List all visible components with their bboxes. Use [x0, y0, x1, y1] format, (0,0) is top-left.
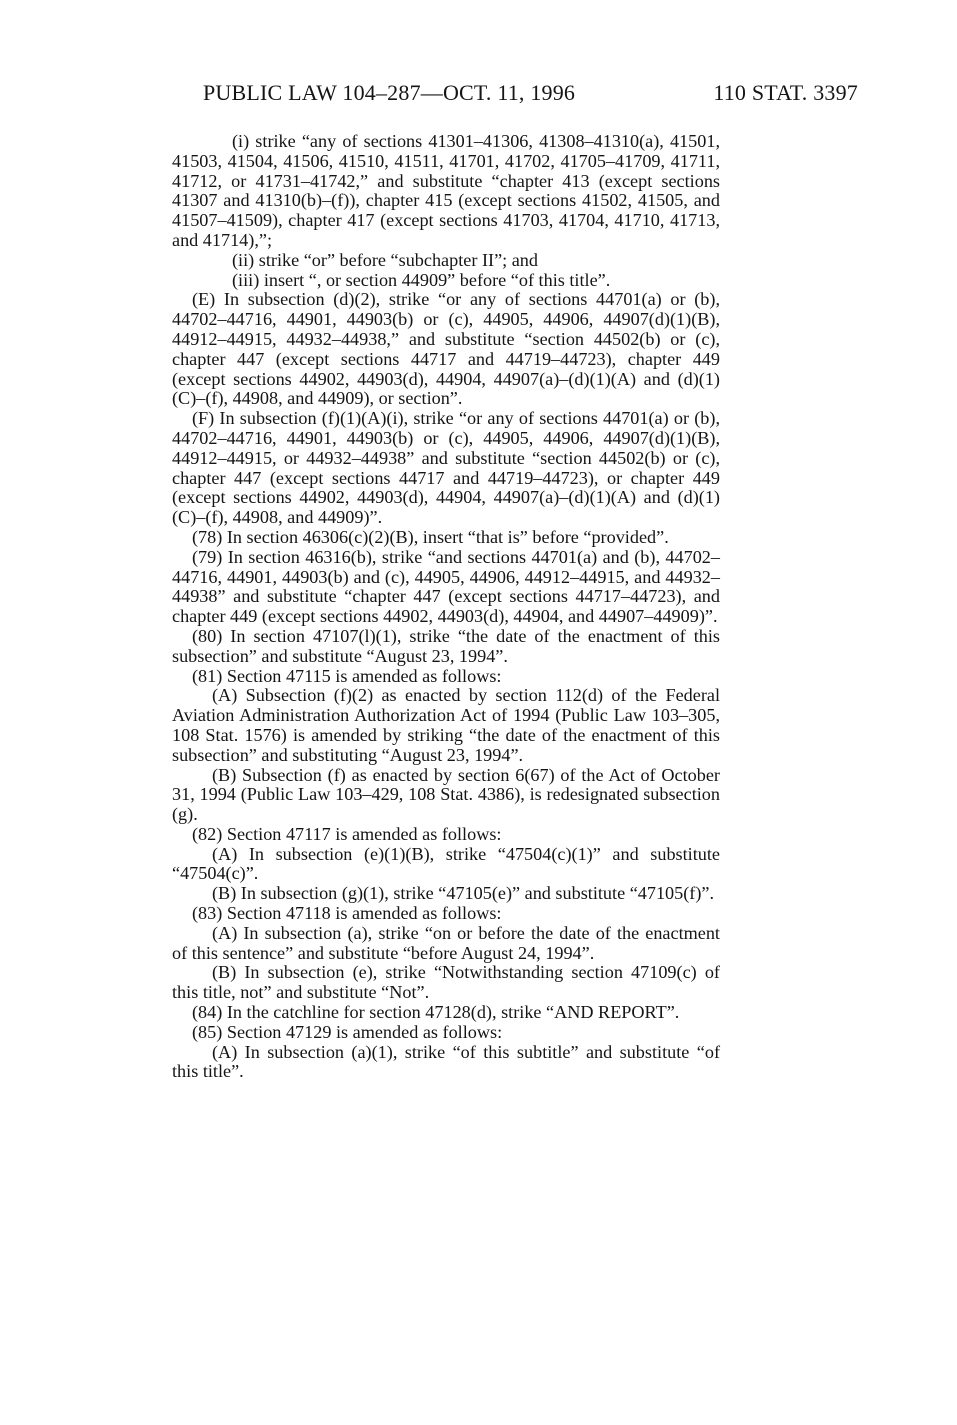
- header-law-citation: PUBLIC LAW 104–287—OCT. 11, 1996: [203, 80, 576, 105]
- paragraph: (A) In subsection (e)(1)(B), strike “47504(c)(1)” and substitute “47504(c)”.: [172, 843, 720, 884]
- paragraph: (F) In subsection (f)(1)(A)(i), strike “or any of sections 44701(a) or (b), 44702–44716, 44901, 44903(b) or (c), 44905, 44906, 44907(d)(1)(B), 44912–44915, or 44932–44938” and substitute “section 44502(b) or (c), chapter 447 (except sections 44717 and 44719–44723), or chapter 449 (except sections 44902, 44903(d), 44904, 44907(a)–(d)(1)(A) and (d)(1)(C)–(f), 44908, and 44909)”.: [172, 408, 720, 528]
- running-header: [203, 80, 858, 112]
- paragraph: (B) Subsection (f) as enacted by section 6(67) of the Act of October 31, 1994 (Public Law 103–429, 108 Stat. 4386), is redesignated subsection (g).: [172, 764, 720, 825]
- paragraph: (85) Section 47129 is amended as follows:: [192, 1021, 503, 1042]
- paragraph: (iii) insert “, or section 44909” before “of this title”.: [232, 269, 611, 290]
- paragraph: (A) In subsection (a), strike “on or before the date of the enactment of this sentence” and substitute “before August 24, 1994”.: [172, 922, 720, 963]
- statute-body: [172, 132, 720, 1082]
- paragraph: (i) strike “any of sections 41301–41306, 41308–41310(a), 41501, 41503, 41504, 41506, 41510, 41511, 41701, 41702, 41705–41709, 41711, 41712, or 41731–41742,” and substitute “chapter 413 (except sections 41307 and 41310(b)–(f)), chapter 415 (except sections 41502, 41505, and 41507–41509), chapter 417 (except sections 41703, 41704, 41710, 41713, and 41714),”;: [172, 131, 720, 250]
- paragraph: (ii) strike “or” before “subchapter II”; and: [232, 249, 538, 270]
- paragraph: (81) Section 47115 is amended as follows:: [192, 665, 502, 686]
- paragraph: (E) In subsection (d)(2), strike “or any of sections 44701(a) or (b), 44702–44716, 44901, 44903(b) or (c), 44905, 44906, 44907(d)(1)(B), 44912–44915, 44932–44938,” and substitute “section 44502(b) or (c), chapter 447 (except sections 44717 and 44719–44723), chapter 449 (except sections 44902, 44903(d), 44904, 44907(a)–(d)(1)(A) and (d)(1)(C)–(f), 44908, and 44909), or section”.: [172, 289, 720, 409]
- paragraph: (82) Section 47117 is amended as follows:: [192, 823, 502, 844]
- header-page-number: 110 STAT. 3397: [713, 80, 858, 105]
- paragraph: (A) In subsection (a)(1), strike “of this subtitle” and substitute “of this title”.: [172, 1041, 720, 1082]
- paragraph: (80) In section 47107(l)(1), strike “the date of the enactment of this subsection” and substitute “August 23, 1994”.: [172, 625, 720, 666]
- paragraph: (78) In section 46306(c)(2)(B), insert “that is” before “provided”.: [192, 526, 669, 547]
- paragraph: (B) In subsection (e), strike “Notwithstanding section 47109(c) of this title, not” and substitute “Not”.: [172, 962, 720, 1003]
- paragraph: (84) In the catchline for section 47128(d), strike “AND REPORT”.: [192, 1002, 680, 1023]
- paragraph: (A) Subsection (f)(2) as enacted by section 112(d) of the Federal Aviation Administration Authorization Act of 1994 (Public Law 103–305, 108 Stat. 1576) is amended by striking “the date of the enactment of this subsection” and substituting “August 23, 1994”.: [172, 685, 720, 765]
- paragraph: (83) Section 47118 is amended as follows:: [192, 903, 502, 924]
- paragraph: (79) In section 46316(b), strike “and sections 44701(a) and (b), 44702–44716, 44901, 44903(b) and (c), 44905, 44906, 44912–44915, and 44932–44938” and substitute “chapter 447 (except sections 44717–44723), and chapter 449 (except sections 44902, 44903(d), 44904, and 44907–44909)”.: [172, 546, 720, 627]
- paragraph: (B) In subsection (g)(1), strike “47105(e)” and substitute “47105(f)”.: [212, 883, 715, 904]
